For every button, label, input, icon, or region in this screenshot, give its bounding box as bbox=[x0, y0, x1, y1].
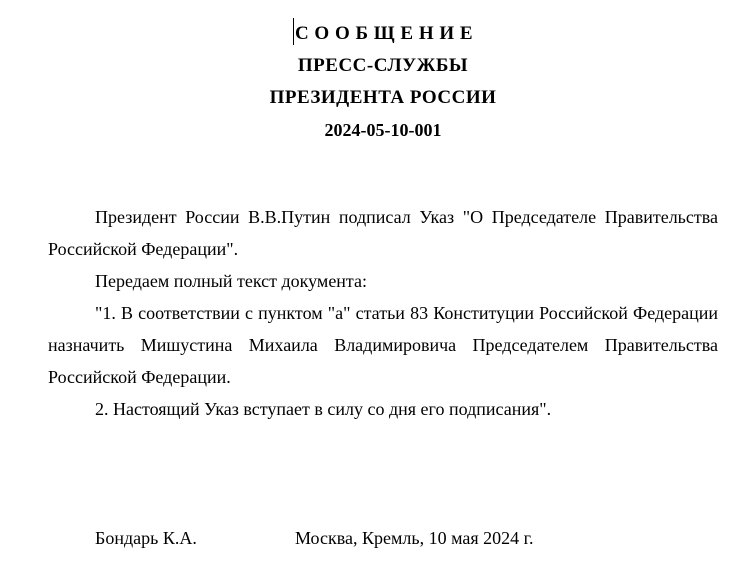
document-header bbox=[48, 18, 718, 147]
doc-title-line-3: ПРЕЗИДЕНТА РОССИИ bbox=[269, 87, 497, 108]
doc-title-line-1 bbox=[48, 18, 718, 50]
paragraph-decree-point-1: "1. В соответствии с пунктом "а" статьи 83 Конституции Российской Федерации назначить Мишустина Михаила Владимировича Председателем Правительства Российской Федерации. bbox=[48, 303, 718, 387]
text-cursor bbox=[293, 18, 294, 45]
place-date: Москва, Кремль, 10 мая 2024 г. bbox=[295, 528, 534, 548]
signer-name: Бондарь К.А. bbox=[95, 528, 197, 548]
doc-title-text-1: С О О Б Щ Е Н И Е bbox=[294, 23, 474, 44]
document-footer bbox=[48, 522, 718, 554]
document-body bbox=[48, 201, 718, 425]
doc-title-line-2: ПРЕСС-СЛУЖБЫ bbox=[297, 55, 469, 76]
paragraph-decree-point-2: 2. Настоящий Указ вступает в силу со дня его подписания". bbox=[95, 399, 552, 419]
paragraph-announcement: Президент России В.В.Путин подписал Указ "О Председателе Правительства Российской Федерации". bbox=[48, 207, 718, 259]
paragraph-intro: Передаем полный текст документа: bbox=[95, 271, 368, 291]
doc-number: 2024-05-10-001 bbox=[324, 120, 442, 140]
